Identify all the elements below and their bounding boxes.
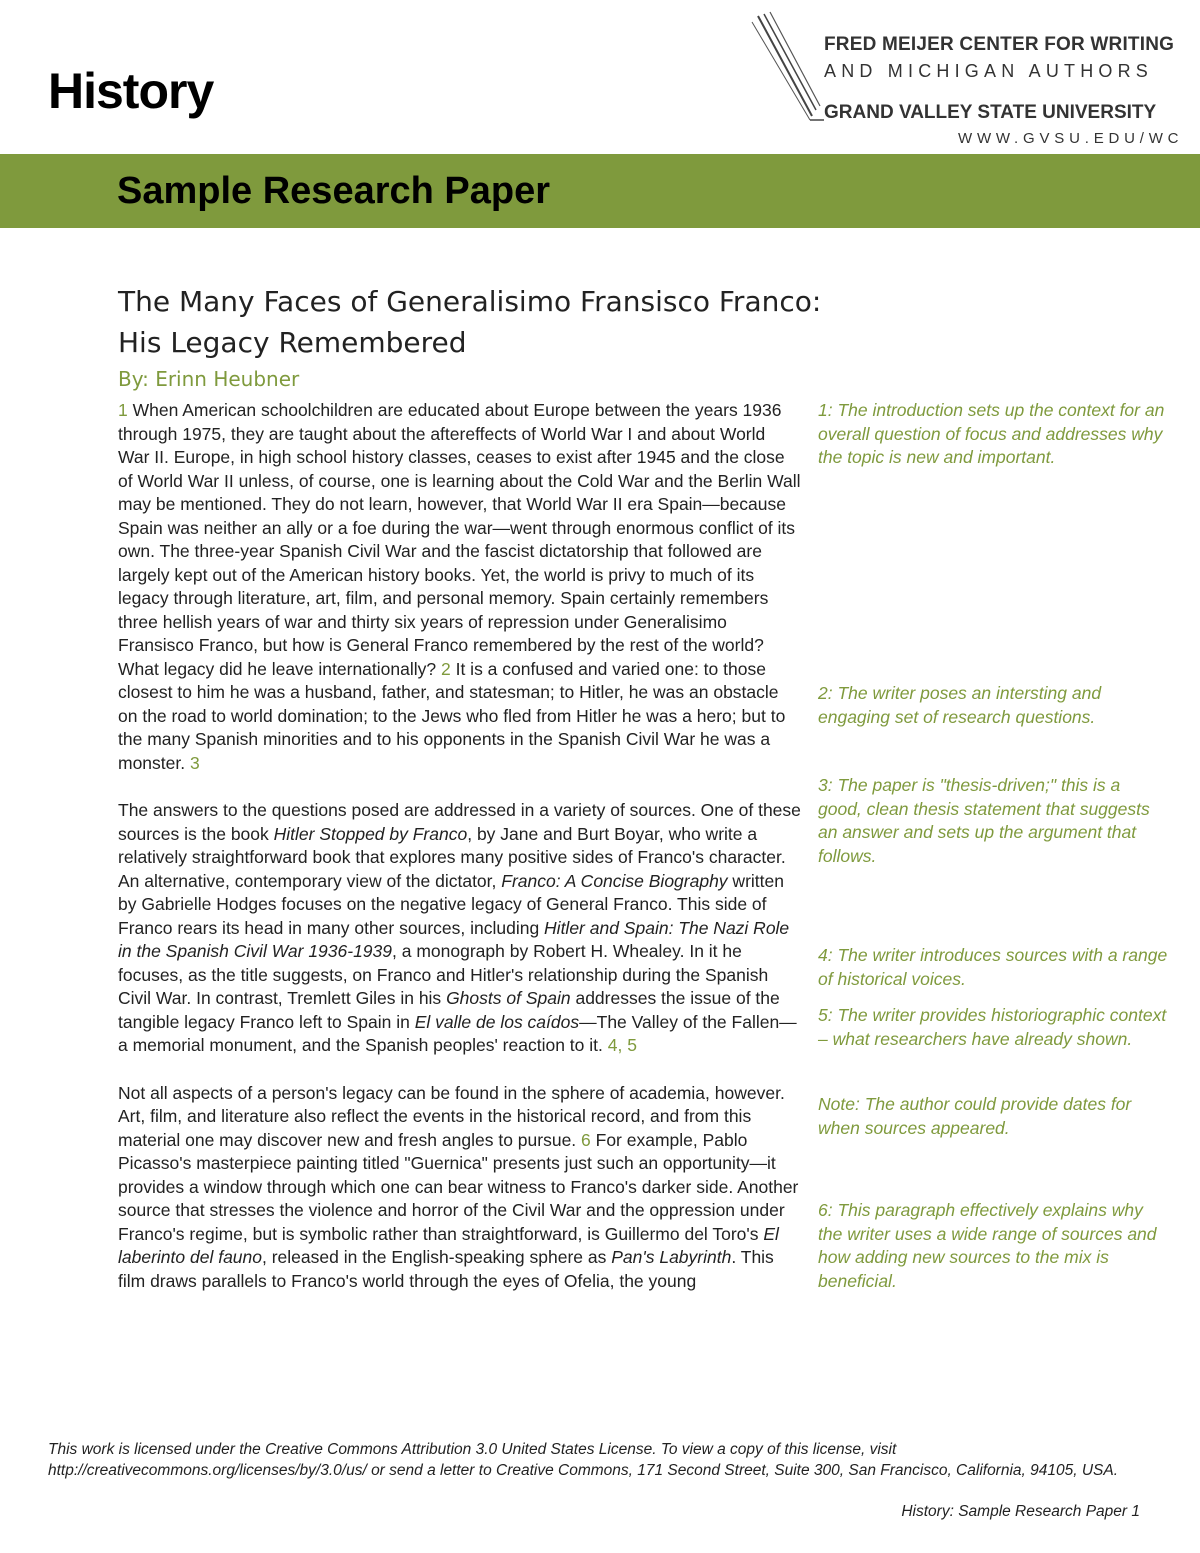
margin-note-dates: Note: The author could provide dates for when sources appeared.: [818, 1094, 1132, 1138]
note-marker-6: 6: [581, 1129, 591, 1150]
place-valle-de-los-caidos: El valle de los caídos: [414, 1011, 580, 1032]
paragraph-1-text-b: It is a confused and varied one: to those closest to him he was a husband, father, and statesman; to Hitler, he was an obstacle on the road to world domination; to the Jews who fled from Hitler he was a hero; but to the many Spanish minorities and to his opponents in the Spanish Civil War he was a monster.: [118, 658, 786, 773]
paragraph-3-text-a: Not all aspects of a person's legacy can be found in the sphere of academia, however. Art, film, and literature also reflect the events in the historical record, and from this material one may discover new and fresh angles to pursue.: [118, 1082, 785, 1150]
paragraph-2: [118, 799, 801, 1058]
paragraph-3-text-c: , released in the English-speaking sphere as: [262, 1247, 612, 1267]
paper-body: [118, 399, 801, 1317]
paragraph-1-text-a: When American schoolchildren are educated about Europe between the years 1936 through 1975, they are taught about the aftereffects of World War I and about World War II. Europe, in high school history classes, ceases to exist after 1945 and the close of World War II unless, of course, one is learning about the Cold War and the Berlin Wall may be mentioned. They do not learn, however, that World War II era Spain—because Spain was neither an ally or a foe during the war—went through enormous conflict of its own. The three-year Spanish Civil War and the fascist dictatorship that followed are largely kept out of the American history books. Yet, the world is privy to much of its legacy through literature, art, film, and personal memory. Spain certainly remembers three hellish years of war and thirty six years of repression under Generalisimo Fransisco Franco, but how is General Franco remembered by the rest of the world? What legacy did he leave internationally?: [118, 400, 801, 679]
paragraph-2-text-f: —The Valley of the Fallen—a memorial monument, and the Spanish peoples' reaction to it.: [118, 1011, 797, 1055]
paragraph-3-text-b: For example, Pablo Picasso's masterpiece painting titled "Guernica" presents just such an opportunity—it provides a window through which one can bear witness to Franco's darker side. Another source that stresses the violence and horror of the Civil War and the oppression under Franco's regime, but is symbolic rather than straightforward, is Guillermo del Toro's: [118, 1129, 799, 1244]
paragraph-2-text-e: addresses the issue of the tangible legacy Franco left to Spain in: [118, 988, 780, 1032]
paper-title: [118, 281, 821, 363]
margin-note-2: 2: The writer poses an intersting and engaging set of research questions.: [818, 683, 1102, 727]
subject-heading: History: [48, 63, 214, 119]
page-label: History: Sample Research Paper 1: [901, 1503, 1140, 1520]
logo-line-3: GRAND VALLEY STATE UNIVERSITY: [824, 102, 1157, 123]
title-band: [0, 154, 1200, 228]
logo-line-1: FRED MEIJER CENTER FOR WRITING: [824, 34, 1175, 55]
margin-note-1: 1: The introduction sets up the context for an overall question of focus and addresses why the topic is new and important.: [818, 400, 1165, 467]
paragraph-2-text-c: written by Gabrielle Hodges focuses on the negative legacy of General Franco. This side of Franco rears its head in many other sources, including: [118, 870, 784, 938]
book-title-franco-biography: Franco: A Concise Biography: [501, 870, 728, 891]
book-title-hitler-stopped: Hitler Stopped by Franco: [273, 823, 468, 844]
logo-url: WWW.GVSU.EDU/WC: [958, 130, 1184, 147]
margin-note-3: 3: The paper is "thesis-driven;" this is a good, clean thesis statement that suggests an answer and sets up the argument that follows.: [818, 775, 1150, 866]
paragraph-2-text-b: , by Jane and Burt Boyar, who write a relatively straightforward book that explores many positive sides of Franco's character. An alternative, contemporary view of the dictator,: [118, 823, 786, 891]
paragraph-3-text-d: . This film draws parallels to Franco's world through the eyes of Ofelia, the young: [118, 1247, 774, 1291]
book-title-ghosts-of-spain: Ghosts of Spain: [446, 988, 571, 1008]
logo-line-2: AND MICHIGAN AUTHORS: [824, 61, 1154, 81]
paragraph-2-text-a: The answers to the questions posed are addressed in a variety of sources. One of these sources is the book: [118, 800, 801, 844]
note-marker-1: 1: [118, 400, 128, 420]
paper-title-line-2: His Legacy Remembered: [118, 326, 467, 359]
byline: By: Erinn Heubner: [118, 367, 300, 391]
film-title-pans-labyrinth: Pan's Labyrinth: [611, 1247, 732, 1267]
book-title-hitler-and-spain: Hitler and Spain: The Nazi Role in the Spanish Civil War 1936-1939: [118, 917, 790, 961]
writing-center-logo: [740, 8, 1196, 152]
band-title: Sample Research Paper: [117, 170, 551, 212]
paragraph-3: [118, 1082, 801, 1294]
paragraph-2-text-d: , a monograph by Robert H. Whealey. In it he focuses, as the title suggests, on Franco and Hitler's relationship during the Spanish Civil War. In contrast, Tremlett Giles in his: [118, 941, 769, 1008]
note-marker-3: 3: [190, 752, 200, 773]
note-marker-4-5: 4, 5: [607, 1035, 637, 1055]
margin-note-5: 5: The writer provides historiographic context – what researchers have already shown.: [818, 1005, 1167, 1049]
paragraph-1: [118, 399, 801, 775]
film-title-laberinto: El laberinto del fauno: [118, 1223, 779, 1267]
note-marker-2: 2: [441, 658, 451, 679]
margin-note-4: 4: The writer introduces sources with a range of historical voices.: [818, 945, 1168, 989]
pen-nib-icon: [740, 8, 830, 128]
license-notice: This work is licensed under the Creative Commons Attribution 3.0 United States License. To view a copy of this license, visit http://creativecommons.org/licenses/by/3.0/us/ or send a letter to Creative Commons, 171 Second Street, Suite 300, San Francisco, California, 94105, USA.: [48, 1441, 1119, 1479]
paper-title-line-1: The Many Faces of Generalisimo Fransisco Franco:: [118, 285, 822, 318]
margin-note-6: 6: This paragraph effectively explains why the writer uses a wide range of sources and how adding new sources to the mix is beneficial.: [818, 1200, 1157, 1291]
